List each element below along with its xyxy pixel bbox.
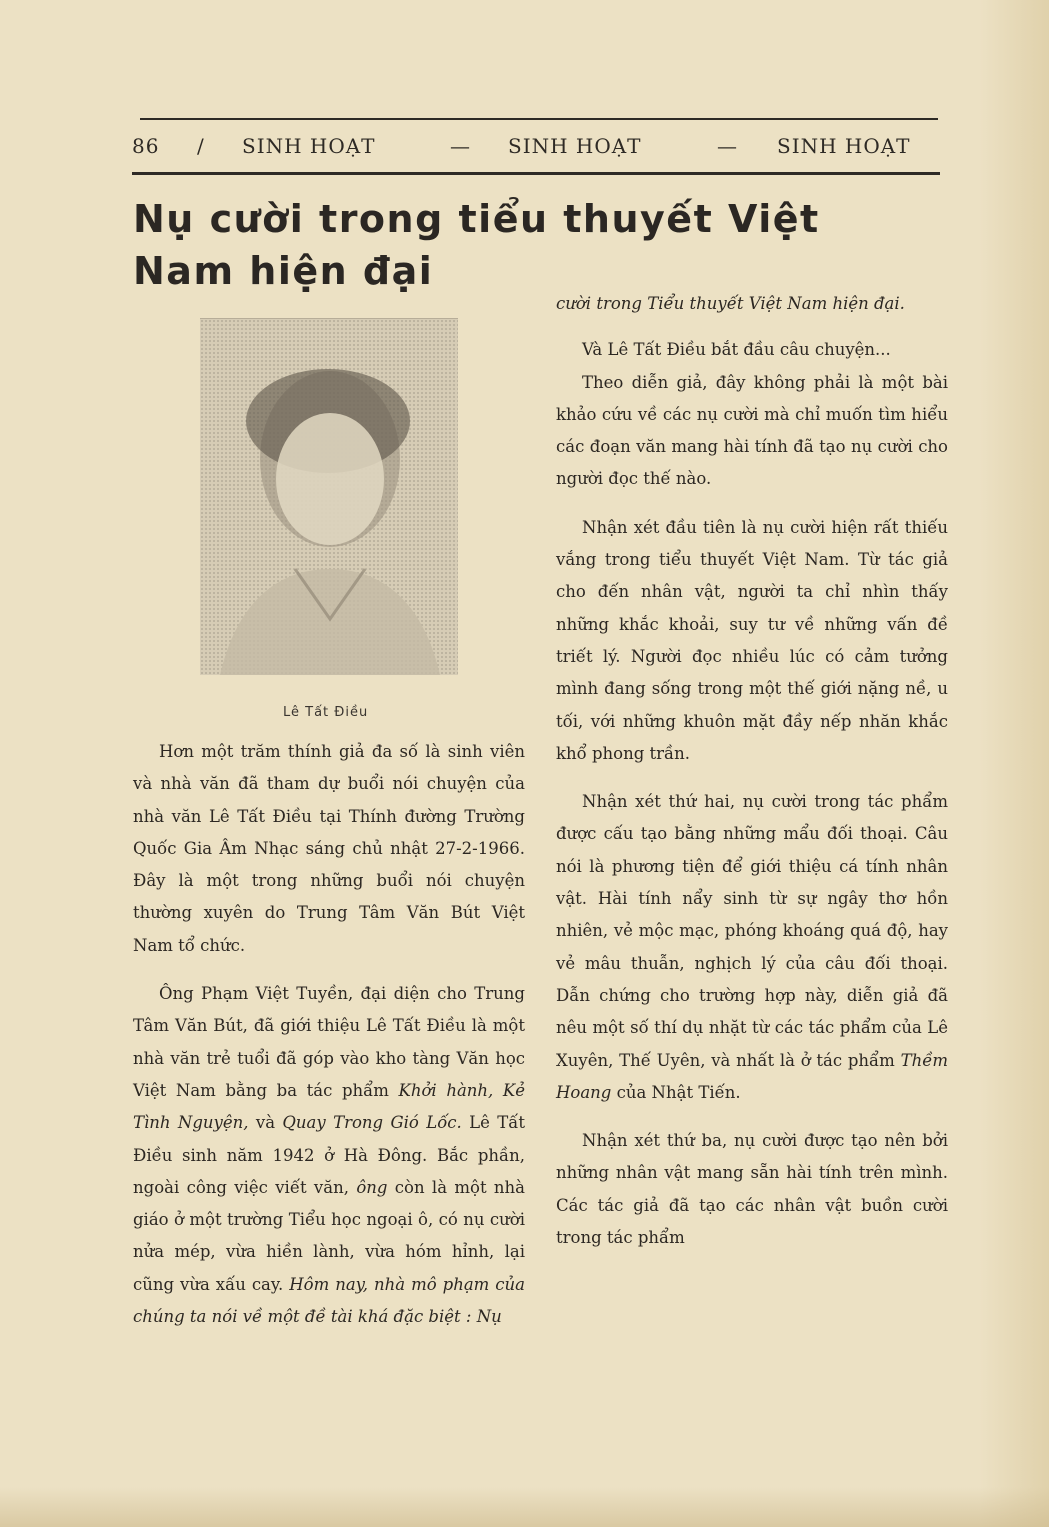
article-right-column	[556, 288, 948, 1270]
paragraph: Nhận xét thứ ba, nụ cười được tạo nên bởi những nhân vật mang sẵn hài tính trên mình. Các tác giả đã tạo các nhân vật buồn cười trong tác phẩm	[556, 1131, 948, 1248]
text-run: Ông Phạm Việt Tuyền, đại diện cho Trung Tâm Văn Bút, đã giới thiệu Lê Tất Điều là một nhà văn trẻ tuổi đã góp vào kho tàng Văn học Việt Nam bằng ba tác phẩm	[133, 984, 525, 1100]
header-bottom-rule	[132, 172, 940, 175]
text-run: Lê Tất Điều sinh năm 1942 ở Hà Đông. Bắc phần, ngoài công việc viết văn,	[133, 1113, 525, 1197]
header-slash: /	[197, 134, 205, 158]
paragraph	[133, 978, 525, 1333]
running-title-dash-2: —	[717, 134, 738, 158]
portrait-figure-icon	[200, 319, 458, 675]
text-run: Nhận xét thứ hai, nụ cười trong tác phẩm được cấu tạo bằng những mẩu đối thoại. Câu nói là phương tiện để giới thiệu cá tính nhân vật. Hài tính nẩy sinh từ sự ngây thơ hồn nhiên, vẻ mộc mạc, phóng khoáng quá độ, hay vẻ mâu thuẫn, nghịch lý của câu đối thoại. Dẫn chứng cho trường hợp này, diễn giả đã nêu một số thí dụ nhặt từ các tác phẩm của Lê Xuyên, Thế Uyên, và nhất là ở tác phẩm	[556, 792, 948, 1070]
text-run-italic: cười trong Tiểu thuyết Việt Nam hiện đại.	[556, 294, 905, 313]
paragraph: Hơn một trăm thính giả đa số là sinh viên và nhà văn đã tham dự buổi nói chuyện của nhà văn Lê Tất Điều tại Thính đường Trường Quốc Gia Âm Nhạc sáng chủ nhật 27-2-1966. Đây là một trong những buổi nói chuyện thường xuyên do Trung Tâm Văn Bút Việt Nam tổ chức.	[133, 742, 525, 955]
text-run-italic: ông	[356, 1177, 388, 1197]
paper-bottom-shading	[0, 1487, 1049, 1527]
paragraph	[556, 288, 948, 320]
book-title: Khởi hành, Kẻ Tình Nguyện,	[133, 1080, 525, 1133]
running-title-3: SINH HOẠT	[777, 134, 911, 158]
book-title: Quay Trong Gió Lốc.	[282, 1113, 462, 1133]
paragraph: Nhận xét đầu tiên là nụ cười hiện rất thiếu vắng trong tiểu thuyết Việt Nam. Từ tác giả cho đến nhân vật, người ta chỉ nhìn thấy những khắc khoải, suy tư về những vấn đề triết lý. Người đọc nhiều lúc có cảm tưởng mình đang sống trong một thế giới nặng nề, u tối, với những khuôn mặt đầy nếp nhăn khắc khổ phong trần.	[556, 517, 948, 763]
running-title-dash-1: —	[450, 134, 471, 158]
article-title: Nụ cười trong tiểu thuyết Việt Nam hiện đại	[133, 197, 820, 293]
paragraph: Và Lê Tất Điều bắt đầu câu chuyện...	[582, 340, 891, 360]
running-header	[132, 128, 947, 168]
paragraph: Theo diễn giả, đây không phải là một bài khảo cứu về các nụ cười mà chỉ muốn tìm hiểu các đoạn văn mang hài tính đã tạo nụ cười cho người đọc thế nào.	[556, 372, 948, 489]
text-run: còn là một nhà giáo ở một trường Tiểu học ngoại ô, có nụ cười nửa mép, vừa hiền lành, vừa hóm hỉnh, lại cũng vừa xấu cay.	[133, 1177, 526, 1294]
running-title-1: SINH HOẠT	[242, 134, 376, 158]
article-left-column	[133, 736, 525, 1349]
text-run-italic: Hôm nay, nhà mô phạm của chúng ta nói về một đề tài khá đặc biệt : Nụ	[133, 1274, 525, 1327]
page-number: 86	[132, 134, 160, 158]
header-top-rule	[140, 118, 938, 120]
running-title-2: SINH HOẠT	[508, 134, 642, 158]
text-run: và	[248, 1113, 283, 1133]
text-run: của Nhật Tiến.	[611, 1082, 741, 1102]
book-title: Thềm Hoang	[556, 1050, 948, 1102]
photo-caption: Lê Tất Điều	[283, 705, 369, 720]
paper-edge-shading	[979, 0, 1049, 1527]
author-portrait-photo	[200, 318, 458, 675]
paragraph	[556, 786, 948, 1109]
